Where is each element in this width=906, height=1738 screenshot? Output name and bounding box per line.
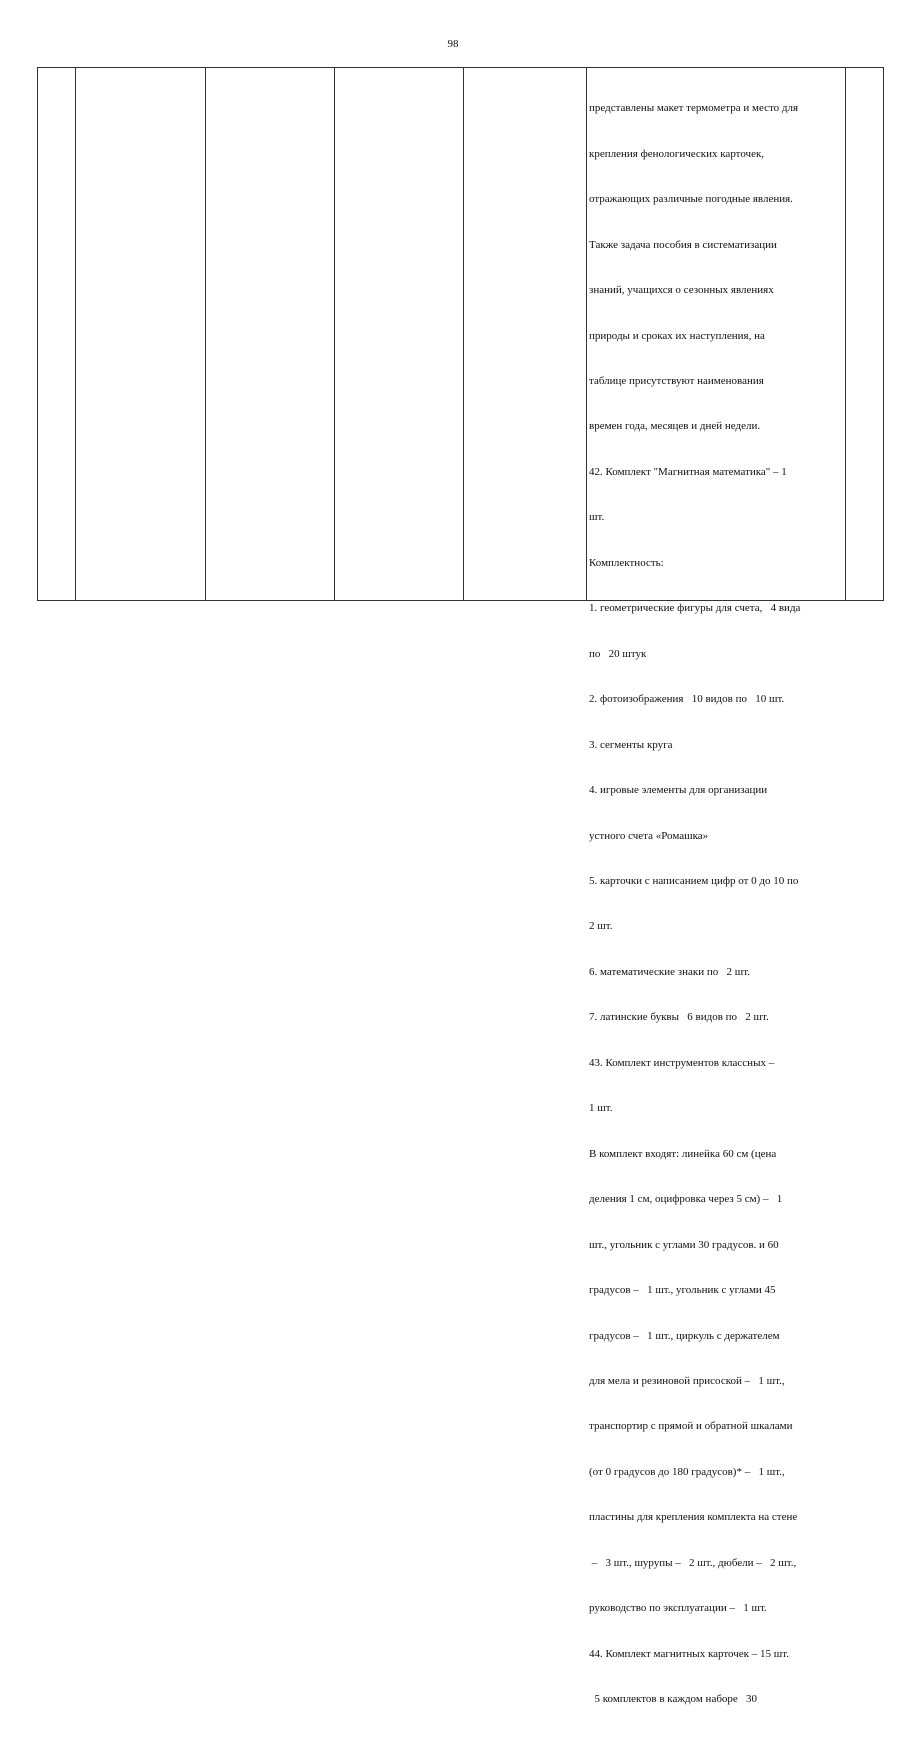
description-line: 3. сегменты круга — [589, 738, 673, 751]
column-divider-5 — [586, 68, 587, 600]
description-line: Также задача пособия в систематизации — [589, 238, 777, 251]
description-line: 1 шт. — [589, 1102, 613, 1115]
description-line: шт. — [589, 511, 605, 524]
description-line: отражающих различные погодные явления. — [589, 193, 793, 206]
description-line: представлены макет термометра и место для — [589, 102, 799, 115]
page-number: 98 — [447, 38, 459, 50]
description-line: знаний, учащихся о сезонных явлениях — [589, 284, 774, 297]
description-line: 6. математические знаки по 2 шт. — [589, 965, 750, 978]
description-line: крепления фенологических карточек, — [589, 147, 765, 160]
column-divider-2 — [205, 68, 206, 600]
description-line: времен года, месяцев и дней недели. — [589, 420, 761, 433]
description-line: деления 1 см, оцифровка через 5 см) – 1 — [589, 1193, 783, 1206]
description-line: по 20 штук — [589, 647, 647, 660]
column-divider-4 — [463, 68, 464, 600]
column-divider-6 — [845, 68, 846, 600]
description-line: 43. Комплект инструментов классных – — [589, 1056, 775, 1069]
description-line: руководство по эксплуатации – 1 шт. — [589, 1602, 767, 1615]
description-line: – 3 шт., шурупы – 2 шт., дюбели – 2 шт., — [589, 1556, 797, 1569]
description-line: 2 шт. — [589, 920, 613, 933]
description-line: 1. геометрические фигуры для счета, 4 вида — [589, 602, 801, 615]
equipment-table — [37, 67, 884, 1706]
description-line: 4. игровые элементы для организации — [589, 784, 768, 797]
description-line: таблице присутствуют наименования — [589, 375, 764, 388]
description-line: 42. Комплект "Магнитная математика" – 1 — [589, 465, 787, 478]
description-line: 2. фотоизображения 10 видов по 10 шт. — [589, 693, 785, 706]
description-line: пластины для крепления комплекта на стене — [589, 1511, 798, 1524]
description-line: 5. карточки с написанием цифр от 0 до 10 по — [589, 875, 799, 888]
description-line: 44. Комплект магнитных карточек – 15 шт. — [589, 1647, 789, 1660]
description-line: устного счета «Ромашка» — [589, 829, 709, 842]
description-cell — [589, 71, 841, 1738]
description-line: градусов – 1 шт., циркуль с держателем — [589, 1329, 780, 1342]
description-line: Комплектность: — [589, 556, 664, 569]
description-line: В комплект входят: линейка 60 см (цена — [589, 1147, 777, 1160]
description-line: градусов – 1 шт., угольник с углами 45 — [589, 1284, 776, 1297]
column-divider-3 — [334, 68, 335, 600]
description-line: природы и сроках их наступления, на — [589, 329, 765, 342]
description-line: (от 0 градусов до 180 градусов)* – 1 шт., — [589, 1465, 785, 1478]
description-line: шт., угольник с углами 30 градусов. и 60 — [589, 1238, 779, 1251]
column-divider-1 — [75, 68, 76, 600]
description-line: 5 комплектов в каждом наборе 30 — [589, 1693, 758, 1706]
description-line: 7. латинские буквы 6 видов по 2 шт. — [589, 1011, 769, 1024]
description-line: транспортир с прямой и обратной шкалами — [589, 1420, 793, 1433]
description-line: для мела и резиновой присоской – 1 шт., — [589, 1375, 785, 1387]
